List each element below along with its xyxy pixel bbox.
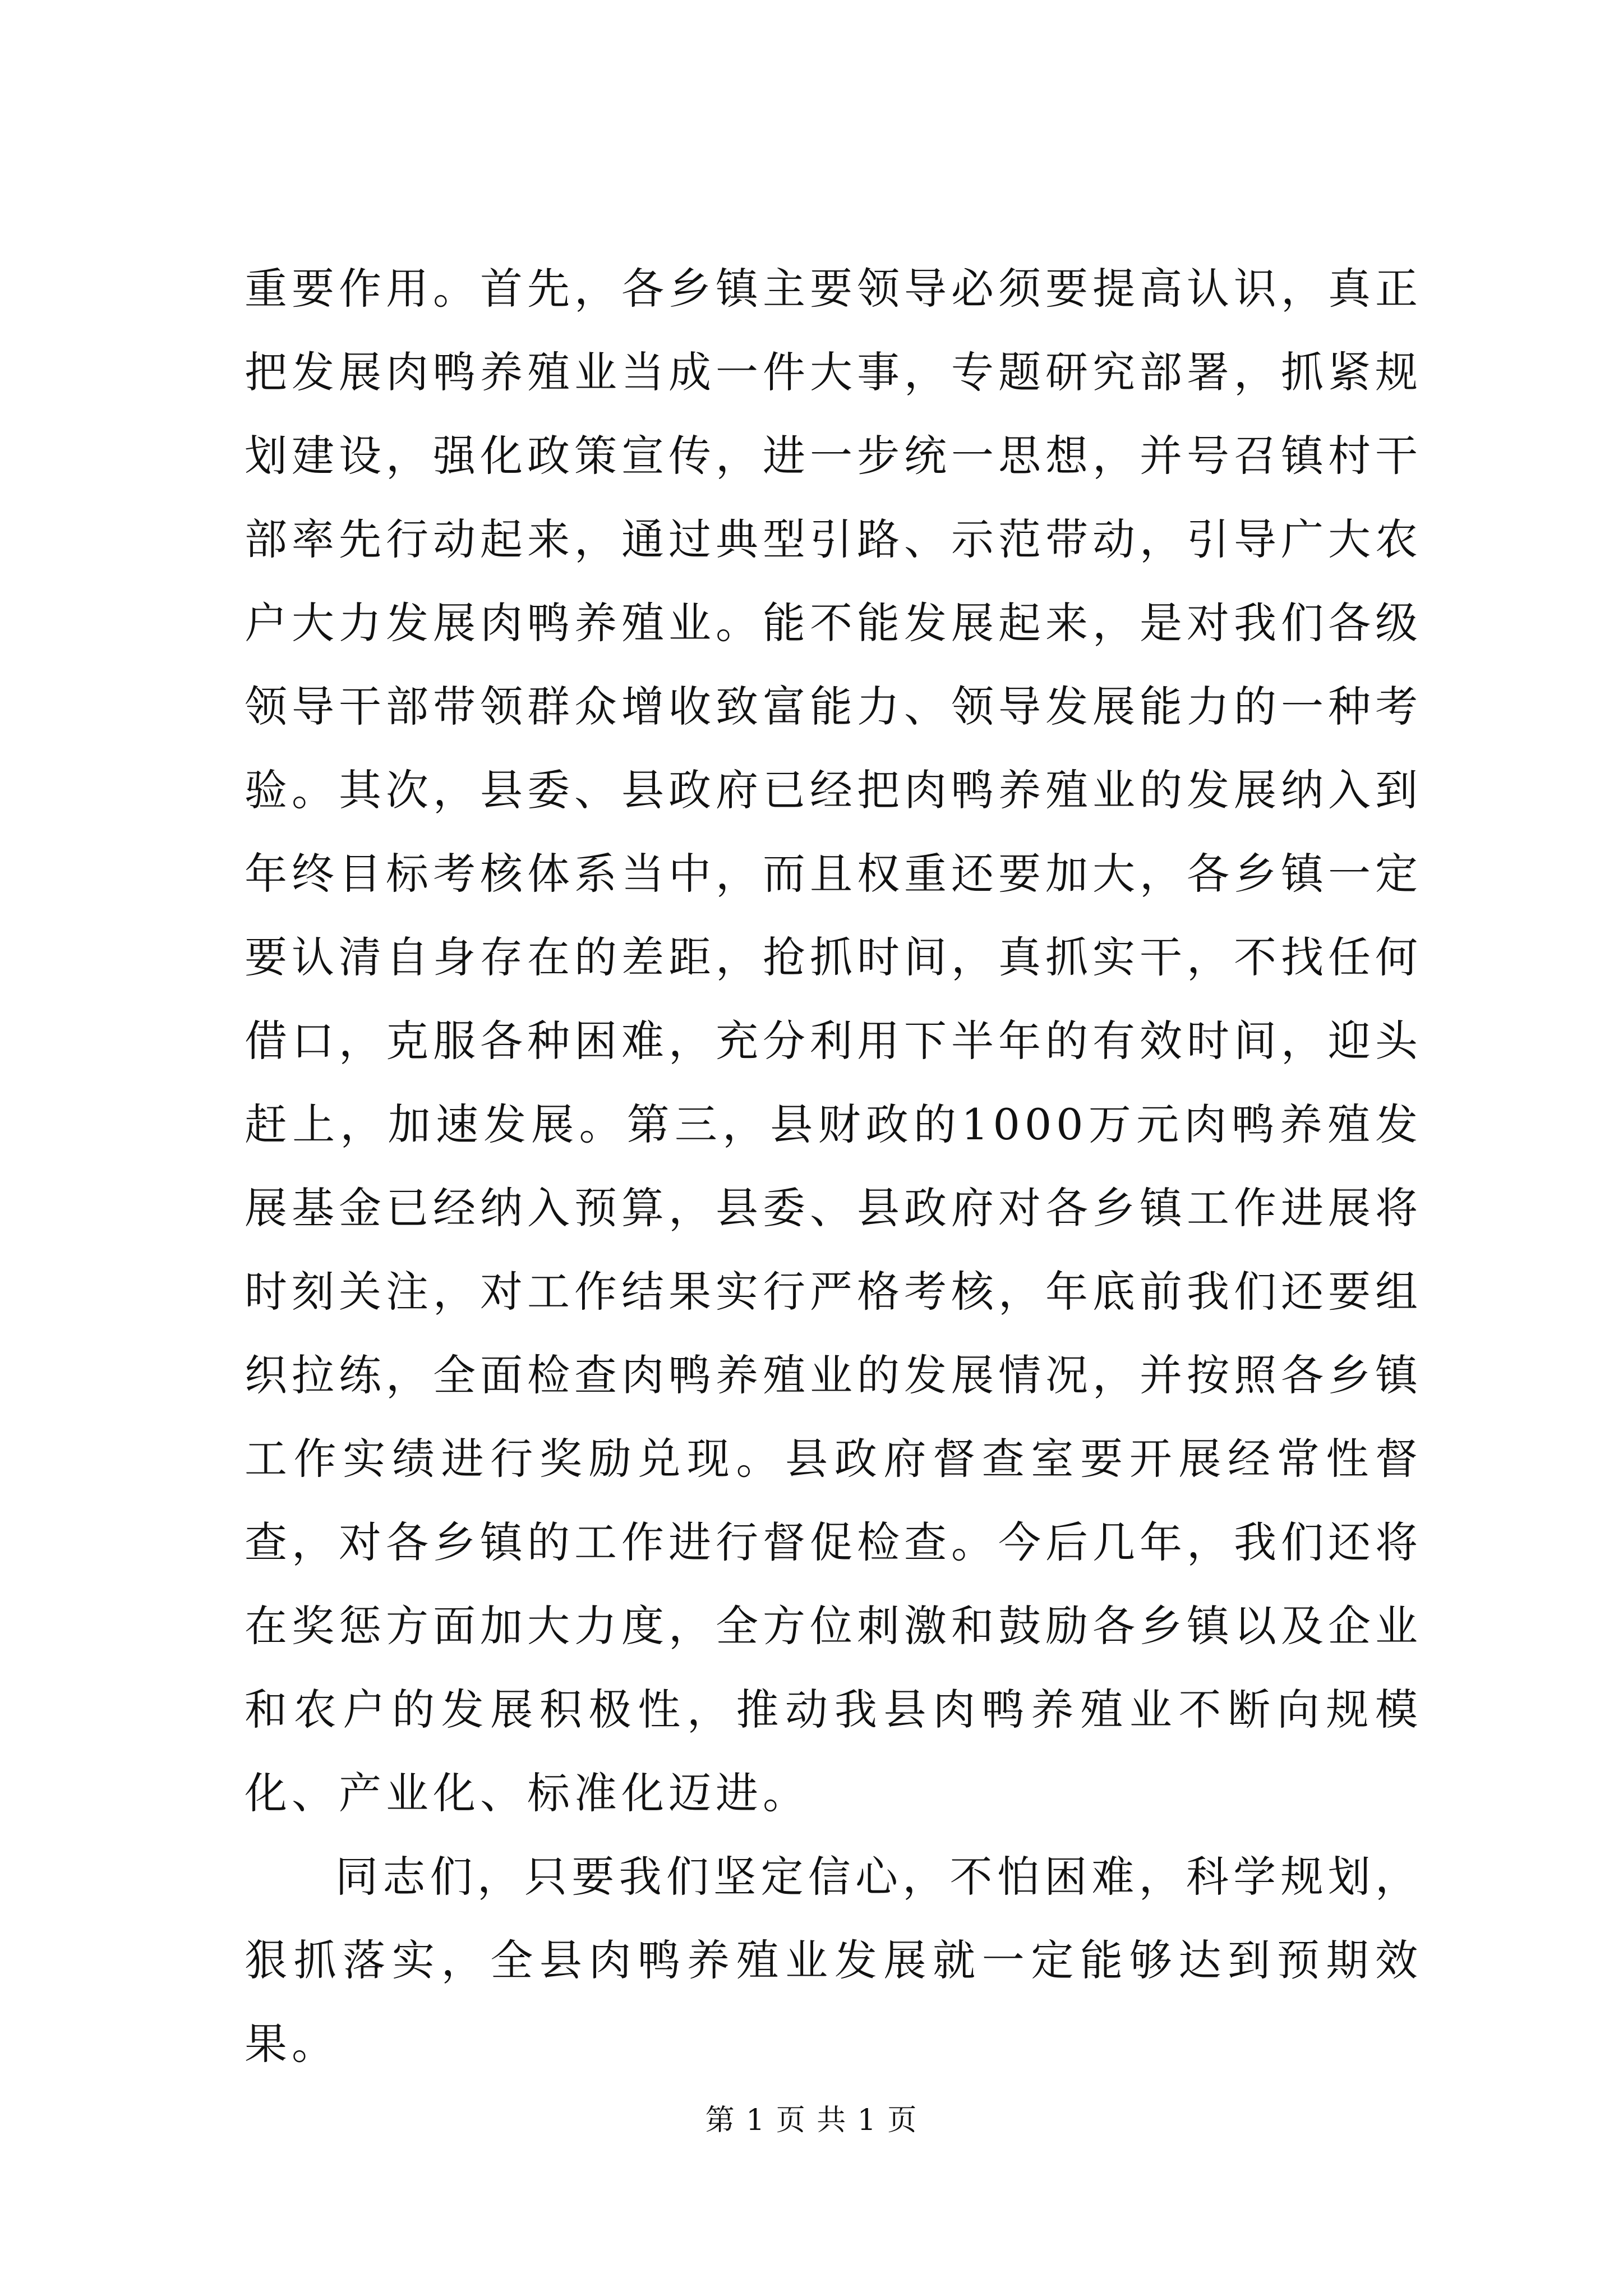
- body-paragraph: 重要作用。首先，各乡镇主要领导必须要提高认识，真正把发展肉鸭养殖业当成一件大事，专题研究部署，抓紧规划建设，强化政策宣传，进一步统一思想，并号召镇村干部率先行动起来，通过典型引路、示范带动，引导广大农户大力发展肉鸭养殖业。能不能发展起来，是对我们各级领导干部带领群众增收致富能力、领导发展能力的一种考验。其次，县委、县政府已经把肉鸭养殖业的发展纳入到年终目标考核体系当中，而且权重还要加大，各乡镇一定要认清自身存在的差距，抢抓时间，真抓实干，不找任何借口，克服各种困难，充分利用下半年的有效时间，迎头赶上，加速发展。第三，县财政的1000万元肉鸭养殖发展基金已经纳入预算，县委、县政府对各乡镇工作进展将时刻关注，对工作结果实行严格考核，年底前我们还要组织拉练，全面检查肉鸭养殖业的发展情况，并按照各乡镇工作实绩进行奖励兑现。县政府督查室要开展经常性督查，对各乡镇的工作进行督促检查。今后几年，我们还将在奖惩方面加大力度，全方位刺激和鼓励各乡镇以及企业和农户的发展积极性，推动我县肉鸭养殖业不断向规模化、产业化、标准化迈进。: [245, 264, 1422, 1818]
- closing-paragraph: 同志们，只要我们坚定信心，不怕困难，科学规划，狠抓落实，全县肉鸭养殖业发展就一定能够达到预期效果。: [245, 1852, 1422, 2069]
- page-footer: 第 1 页 共 1 页: [705, 2104, 918, 2137]
- document-body: [245, 247, 1422, 2086]
